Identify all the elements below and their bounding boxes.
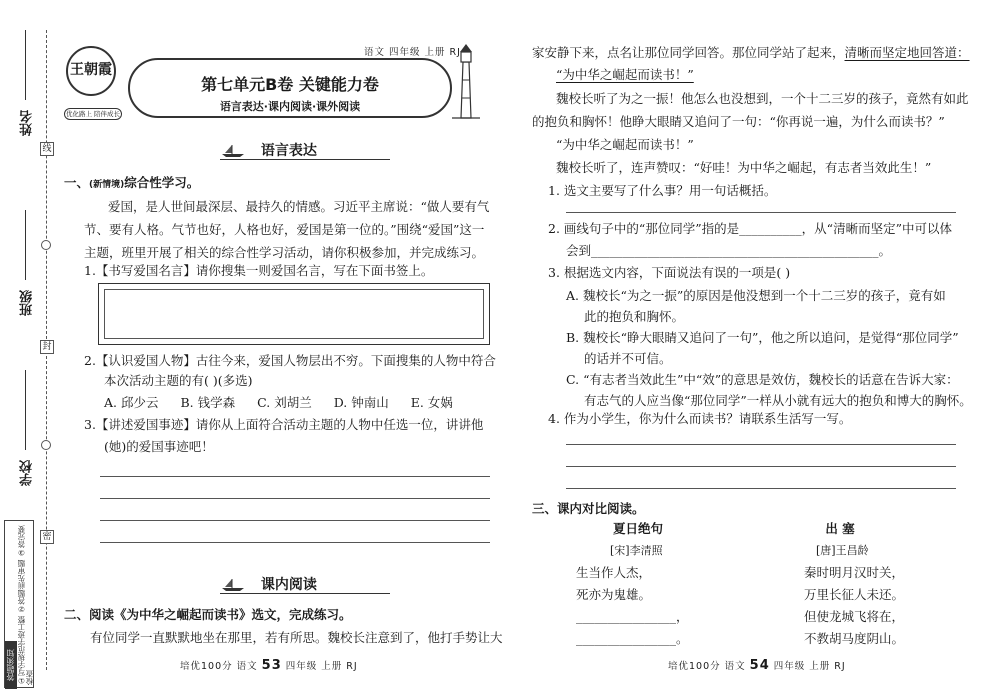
answer-line[interactable] <box>100 542 490 543</box>
poem-2-title: 出 塞 <box>825 521 855 536</box>
option-b-cont: 的话并不可信。 <box>584 351 672 366</box>
grade-meta: 语文 四年级 上册 RJ <box>364 47 461 58</box>
option-c[interactable]: C. 刘胡兰 <box>257 395 312 410</box>
bookmark-inner-border <box>104 289 484 339</box>
answer-line[interactable] <box>100 498 490 499</box>
passage-line: 节、要有人格。气节也好，人格也好，爱国是第一位的。”围绕“爱国”这一 <box>84 222 485 237</box>
page-footer-right <box>668 658 846 673</box>
question-1-3: 3.【讲述爱国事迹】请你从上面符合活动主题的人物中任选一位，讲讲他 <box>84 417 484 432</box>
page-footer-left <box>180 658 358 673</box>
reading-question-2-cont: 会到______________________________________________。 <box>566 243 892 258</box>
footer-grade: 四年级 上册 RJ <box>773 661 846 672</box>
lighthouse-icon <box>452 40 480 120</box>
answer-line[interactable] <box>566 212 956 213</box>
option-c[interactable]: C. “有志者当效此生”中“效”的意思是效仿，魏校长的话意在告诉大家： <box>566 372 959 387</box>
poem-1-line: 死亦为鬼雄。 <box>576 587 652 602</box>
poem-1-title: 夏日绝句 <box>612 521 663 536</box>
option-c-cont: 有志气的人应当像“那位同学”一样从小就有远大的抱负和博大的胸怀。 <box>584 393 972 408</box>
option-a[interactable]: A. 魏校长“为之一振”的原因是他没想到一个十二三岁的孩子，竟有如 <box>566 288 946 303</box>
seal-mark-seal: 封 <box>40 340 54 354</box>
underlined-quote: “为中华之崛起而读书！” <box>556 67 694 82</box>
options-row <box>104 392 484 413</box>
binding-strip <box>0 0 62 694</box>
section-title: 课内阅读 <box>260 577 317 593</box>
poem-1-blank-line[interactable]: ________________。 <box>576 631 689 646</box>
footer-book: 培优100分 语文 <box>668 661 746 672</box>
poem-2-line: 万里长征人未还。 <box>804 587 905 602</box>
poem-2-line: 秦时明月汉时关， <box>804 565 905 580</box>
logo-ribbon: 优化路上 陪伴成长 <box>65 110 121 118</box>
passage-line <box>532 42 970 63</box>
section-heading-reading <box>220 574 400 594</box>
page-subtitle: 语言表达·课内阅读·课外阅读 <box>219 100 361 113</box>
passage-line: 有位同学一直默默地坐在那里，若有所思。魏校长注意到了，他打手势让大 <box>90 630 503 645</box>
section-title: 语言表达 <box>260 143 317 159</box>
passage-line: 爱国，是人世间最深层、最持久的情感。习近平主席说：“做人要有气 <box>108 199 490 214</box>
question-1-3-cont: (她)的爱国事迹吧！ <box>104 439 214 454</box>
question-3-heading: 三、课内对比阅读。 <box>532 501 645 516</box>
option-a-cont: 此的抱负和胸怀。 <box>584 309 685 324</box>
underlined-sentence: 清晰而坚定地回答道： <box>844 45 970 60</box>
brand-logo <box>65 46 121 118</box>
binding-hole <box>41 240 51 250</box>
bookmark-answer-box[interactable] <box>98 283 490 345</box>
section-rule <box>220 593 390 594</box>
class-field-line <box>25 210 26 280</box>
section-heading-expression <box>220 140 400 160</box>
section-rule <box>220 159 390 160</box>
question-1-1: 1.【书写爱国名言】请你搜集一则爱国名言，写在下面书签上。 <box>84 263 434 278</box>
sailboat-icon <box>220 578 246 592</box>
question-1-2: 2.【认识爱国人物】古往今来，爱国人物层出不穷。下面搜集的人物中符合 <box>84 353 496 368</box>
reading-question-4: 4. 作为小学生，你为什么而读书？请联系生活写一写。 <box>548 411 852 426</box>
page-title: 第七单元B卷 关键能力卷 <box>201 75 379 94</box>
option-d[interactable]: D. 钟南山 <box>333 395 389 410</box>
seal-mark-secret: 密 <box>40 530 54 544</box>
passage-line: 魏校长听了，连声赞叹：“好哇！为中华之崛起，有志者当效此生！” <box>556 160 932 175</box>
poem-2-line: 但使龙城飞将在， <box>804 609 905 624</box>
q1-number: 一、 <box>64 175 90 190</box>
answer-line[interactable] <box>566 466 956 467</box>
poem-2-line: 不教胡马度阴山。 <box>804 631 905 646</box>
option-e[interactable]: E. 女娲 <box>410 395 453 410</box>
poem-1-blank-line[interactable]: ________________， <box>576 609 689 624</box>
school-label: 学校 <box>20 460 35 486</box>
question-1-2-cont: 本次活动主题的有( )(多选) <box>104 373 253 388</box>
answer-line[interactable] <box>566 488 956 489</box>
reading-question-3: 3. 根据选文内容，下面说法有误的一项是( ) <box>548 265 791 280</box>
footer-book: 培优100分 语文 <box>180 661 258 672</box>
answer-tips-title: 答题须知 <box>5 641 17 689</box>
reading-question-1: 1. 选文主要写了什么事？用一句话概括。 <box>548 183 777 198</box>
seal-mark-line: 线 <box>40 142 54 156</box>
poem-1-author: [宋]李清照 <box>610 544 663 557</box>
name-field-line <box>25 30 26 100</box>
title-banner <box>128 58 452 118</box>
passage-line: 的抱负和胸怀！他睁大眼睛又追问了一句：“你再说一遍，为什么而读书？” <box>532 114 945 129</box>
answer-line[interactable] <box>100 476 490 477</box>
poem-2-author: [唐]王昌龄 <box>816 544 869 557</box>
reading-question-2: 2. 画线句子中的“那位同学”指的是__________，从“清晰而坚定”中可以体 <box>548 221 952 236</box>
answer-tips-box <box>4 520 34 688</box>
question-1-heading <box>64 172 199 196</box>
q1-tag: (新情境) <box>89 180 125 190</box>
option-b[interactable]: B. 魏校长“睁大眼睛又追问了一句”，他之所以追问，是觉得“那位同学” <box>566 330 959 345</box>
answer-line[interactable] <box>100 520 490 521</box>
passage-line: “为中华之崛起而读书！” <box>556 137 694 152</box>
passage-text: 家安静下来，点名让那位同学回答。那位同学站了起来， <box>532 45 845 60</box>
class-label: 班级 <box>20 290 35 316</box>
q1-title: 综合性学习。 <box>124 175 200 190</box>
option-b[interactable]: B. 钱学森 <box>180 395 236 410</box>
poem-1-line: 生当作人杰， <box>576 565 652 580</box>
footer-grade: 四年级 上册 RJ <box>285 661 358 672</box>
answer-tips-text: ①写字规范字迹工整 ②答题前先审题 ③答完要检查 <box>17 525 34 685</box>
answer-line[interactable] <box>566 444 956 445</box>
passage-line: 魏校长听了为之一振！他怎么也没想到，一个十二三岁的孩子，竟然有如此 <box>556 91 969 106</box>
sailboat-icon <box>220 144 246 158</box>
passage-line: 主题，班里开展了相关的综合性学习活动，请你积极参加，并完成练习。 <box>84 245 485 260</box>
logo-text: 王朝霞 <box>70 62 112 78</box>
school-field-line <box>25 370 26 450</box>
option-a[interactable]: A. 邱少云 <box>104 395 159 410</box>
question-2-heading: 二、阅读《为中华之崛起而读书》选文，完成练习。 <box>64 607 352 622</box>
binding-hole <box>41 440 51 450</box>
page-number: 54 <box>749 658 770 673</box>
page-number: 53 <box>261 658 282 673</box>
name-label: 姓名 <box>20 110 35 136</box>
